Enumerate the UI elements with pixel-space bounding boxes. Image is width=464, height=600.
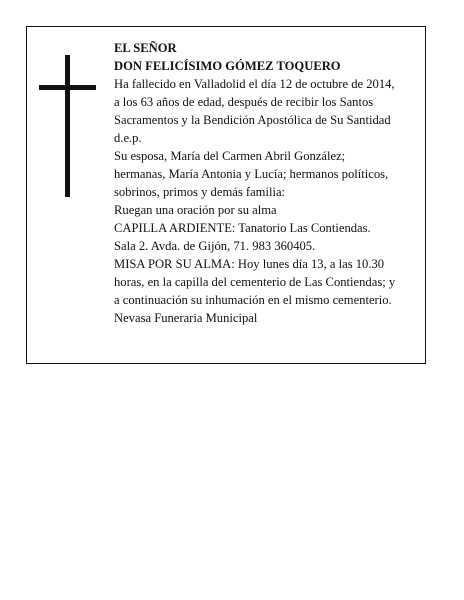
burial-line: a continuación su inhumación en el mismo cementerio. (114, 293, 392, 307)
family-line: sobrinos, primos y demás familia: (114, 185, 286, 199)
prayer-request-line: Ruegan una oración por su alma (114, 203, 277, 217)
deceased-name: DON FELICÍSIMO GÓMEZ TOQUERO (114, 59, 341, 73)
death-announcement-line: Sacramentos y la Bendición Apostólica de Su Santidad (114, 113, 391, 127)
mass-line: horas, en la capilla del cementerio de Las Contiendas; y (114, 275, 396, 289)
mass-line: MISA POR SU ALMA: Hoy lunes día 13, a las 10.30 (114, 257, 385, 271)
family-line: Su esposa, María del Carmen Abril González; (114, 149, 346, 163)
notice-heading: EL SEÑOR (114, 41, 177, 55)
funeral-home-line: Nevasa Funeraria Municipal (114, 311, 258, 325)
obituary-text (114, 39, 424, 327)
cross-vertical-bar (65, 55, 70, 197)
obituary-notice (26, 26, 426, 364)
chapel-line: CAPILLA ARDIENTE: Tanatorio Las Contiendas. (114, 221, 371, 235)
rest-in-peace-line: d.e.p. (114, 131, 142, 145)
cross-horizontal-bar (39, 85, 96, 90)
family-line: hermanas, María Antonia y Lucía; hermanos políticos, (114, 167, 389, 181)
death-announcement-line: Ha fallecido en Valladolid el día 12 de octubre de 2014, (114, 77, 395, 91)
death-announcement-line: a los 63 años de edad, después de recibir los Santos (114, 95, 374, 109)
chapel-address-line: Sala 2. Avda. de Gijón, 71. 983 360405. (114, 239, 316, 253)
